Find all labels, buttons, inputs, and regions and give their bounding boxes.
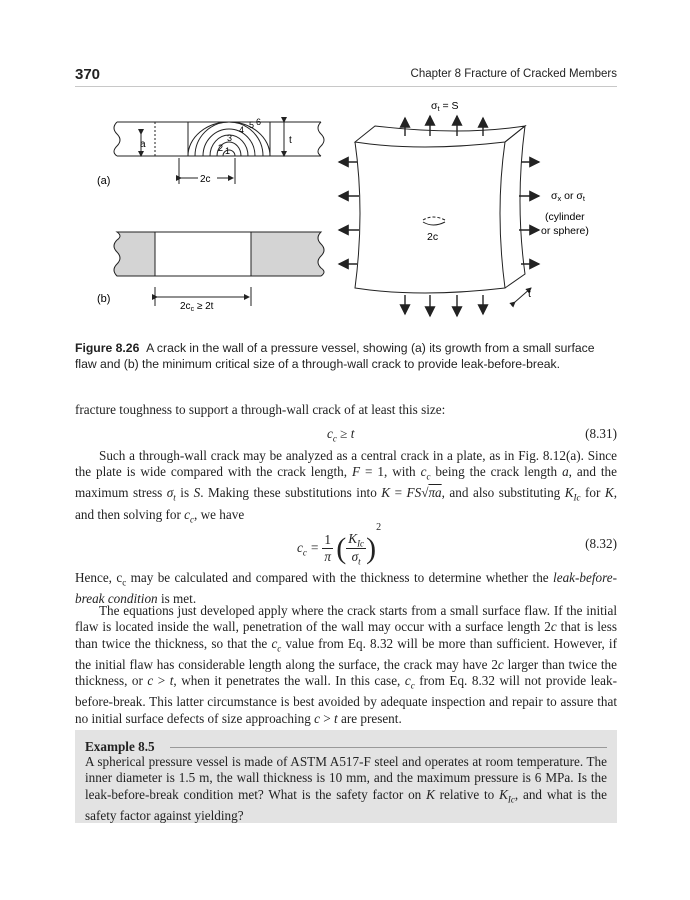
equation-8-31-number: (8.31) [585, 426, 617, 441]
paragraph-substitutions: Such a through-wall crack may be analyzed as a central crack in a plate, as in Fig. 8.12(a). Since the plate is wide compared with the crack length, F = 1, with $c_c$ being the crack length a, and the maximum stress $\sigma_t$ is S. Making these substitutions into K = FS√πa, and also substituting $K_{Ic}$ for K, and then solving for $c_c$, we have [75, 448, 618, 525]
paragraph-hence: Hence, $c_c$ may be calculated and compared with the thickness to determine whether the leak-before-break condition is met. [75, 570, 617, 607]
sigma-top-label: σt = S [431, 100, 459, 113]
dim-2cc-label: $2c_c \ge 2t$ [180, 301, 214, 313]
panel-b [114, 232, 324, 306]
dim-2c-label: 2c [200, 174, 211, 185]
front-5: 5 [249, 120, 255, 130]
front-3: 3 [227, 133, 233, 143]
dim-a-label: a [140, 139, 146, 150]
side-label-sphere: or sphere) [541, 225, 589, 237]
side-stress-label: σx or σt [551, 190, 585, 203]
figure-drawing [75, 92, 620, 332]
front-2: 2 [218, 143, 224, 153]
equation-8-32 [75, 522, 617, 566]
label-a: (a) [97, 175, 111, 187]
page-number: 370 [75, 66, 101, 83]
page-header [75, 64, 617, 87]
figure-caption [75, 341, 615, 372]
paragraph-initial-flaw: The equations just developed apply where the crack starts from a small surface flaw. If the initial flaw is located inside the wall, penetration of the wall may occur with a surface length 2c that is less than twice the thickness, so that the $c_c$ value from Eq. 8.32 will be more than sufficient. However, if the initial flaw has considerable length along the surface, the crack may have 2c larger than twice the thickness, or c > t, when it penetrates the wall. In this case, $c_c$ from Eq. 8.32 will not provide leak-before-break. This latter circumstance is best avoided by adequate inspection and repair to assure that no initial surface defects of size approaching c > t are present. [75, 603, 618, 726]
front-1: 1 [225, 146, 231, 156]
example-title-rule [170, 747, 607, 748]
equation-8-31-body: $c_c \ge t$ [327, 426, 355, 444]
intro-paragraph: fracture toughness to support a through-wall crack of at least this size: [75, 402, 446, 417]
example-box [75, 730, 617, 823]
vessel-element [355, 126, 525, 293]
example-text: A spherical pressure vessel is made of ASTM A517-F steel and operates at room temperature. The inner diameter is 1.5 m, the wall thickness is 10 mm, and the maximum pressure is 6 MPa. Is the leak-before-break condition met? What is the safety factor on K relative to $K_{Ic}$, and what is the safety factor against yielding? [85, 754, 607, 823]
equation-8-32-number: (8.32) [585, 536, 617, 551]
caption-label: Figure 8.26 [75, 341, 140, 355]
example-title: Example 8.5 [85, 739, 155, 754]
dim-t-label: t [289, 135, 292, 146]
caption-text: A crack in the wall of a pressure vessel, showing (a) its growth from a small surface flaw and (b) the minimum critical size of a through-wall crack to provide leak-before-break. [75, 341, 595, 371]
equation-8-31 [75, 426, 617, 444]
crack-2c-label: 2c [427, 231, 439, 243]
figure-8-26 [75, 92, 620, 332]
side-label-cylinder: (cylinder [545, 211, 585, 223]
stress-arrows [339, 116, 539, 316]
panel-a [114, 122, 324, 184]
front-6: 6 [256, 117, 262, 127]
front-4: 4 [239, 125, 245, 135]
equation-8-32-body: $c_c$ = $\frac{1}{\pi}$ ( $\frac{K_{Ic}}{\sigma_t}$ )$^2$ [297, 522, 382, 568]
running-head: Chapter 8 Fracture of Cracked Members [410, 68, 617, 80]
thickness-t-label: t [528, 288, 531, 300]
label-b: (b) [97, 293, 111, 305]
